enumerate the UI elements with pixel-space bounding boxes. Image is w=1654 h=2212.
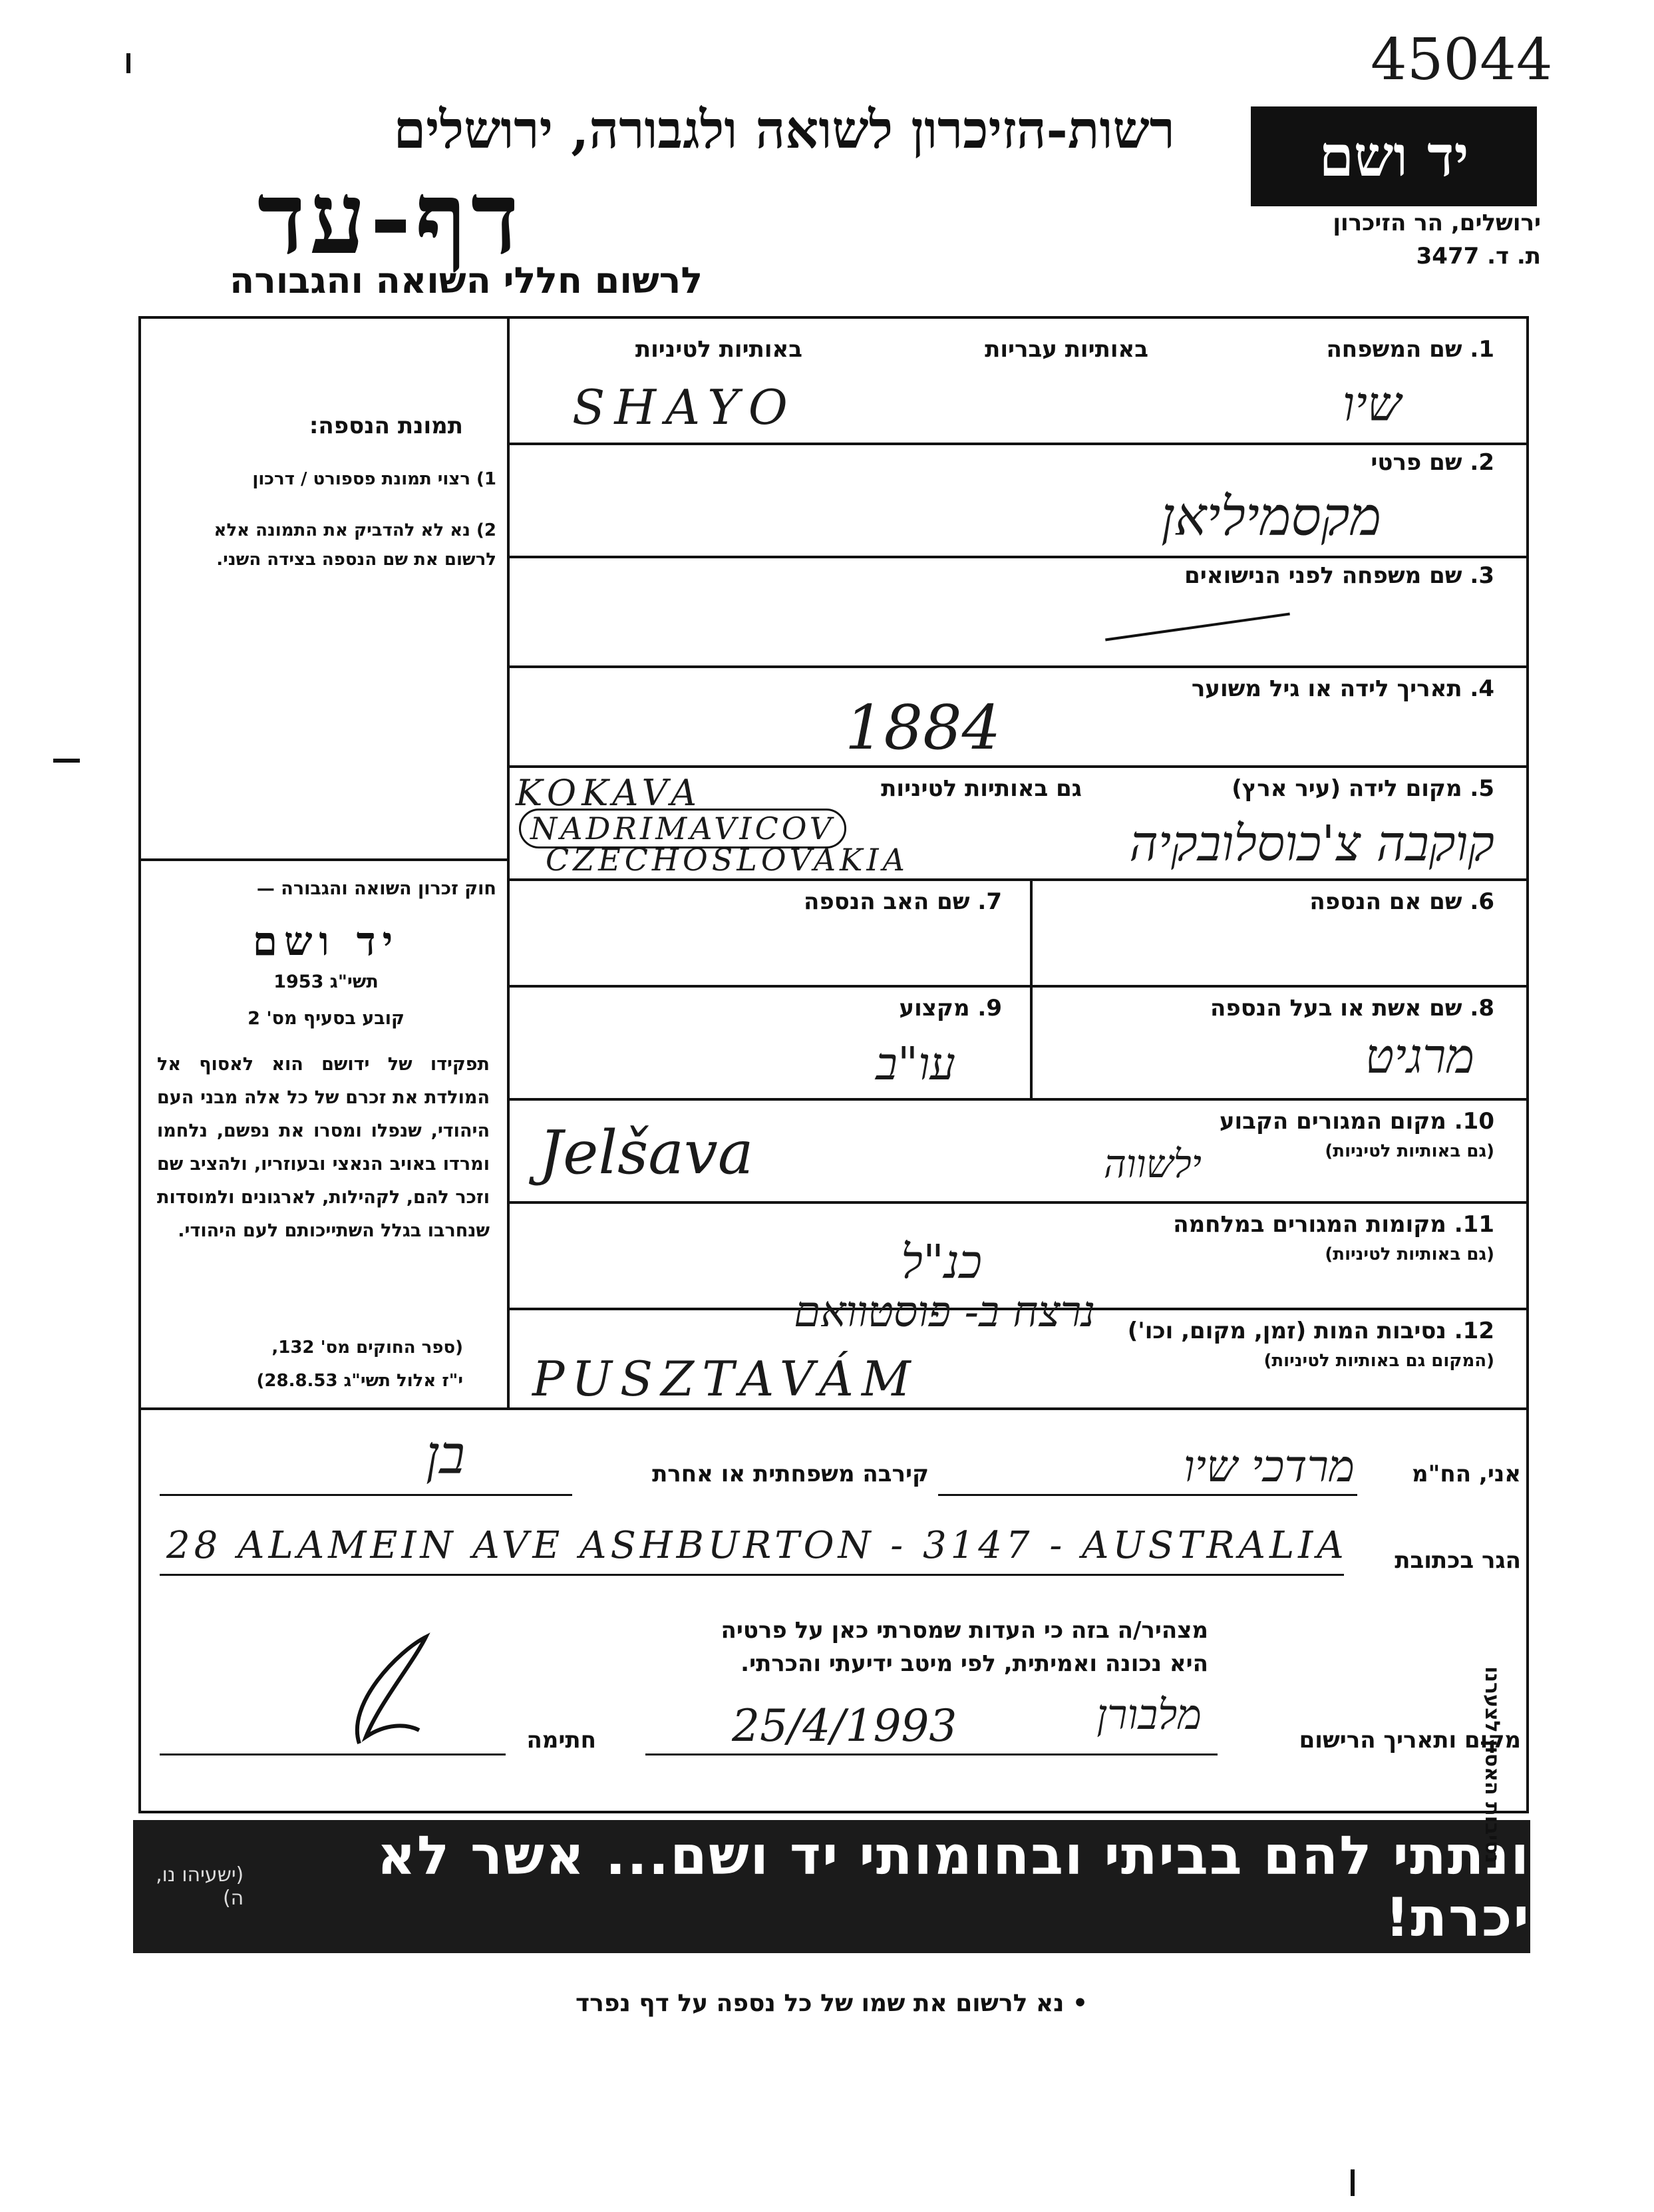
place-date-line <box>645 1753 1218 1755</box>
relation-line <box>160 1494 572 1496</box>
scan-speck <box>126 53 130 73</box>
declarant-relation-value[interactable]: בן <box>426 1424 465 1486</box>
row-line-1 <box>507 443 1529 445</box>
document-number: 45044 <box>1371 27 1553 93</box>
banner-source: (ישעיהו נו, ה) <box>156 1863 244 1910</box>
left-column-divider <box>507 316 510 1407</box>
field-5-value-latin2[interactable]: NADRIMAVICOV <box>519 809 846 848</box>
field-12-value-hebrew[interactable]: נרצח ב- פוסטוואם <box>794 1288 1095 1337</box>
row-line-7 <box>507 1098 1529 1101</box>
field-6-label: 6. שם אם הנספה <box>1309 888 1494 915</box>
photo-panel-item2: 2) נא לא להדביק את התמונה אלא לרשום את שם הנספה בצידה השני. <box>214 520 496 570</box>
field-4-value[interactable]: 1884 <box>845 692 1001 763</box>
field-5-value-latin1[interactable]: KOKAVA <box>516 772 702 814</box>
banner-text: ונתתי להם בביתי ובחומותי יד ושם... אשר לא יכרת! <box>377 1825 1530 1948</box>
yad-vashem-logo: יד ושם <box>1251 106 1537 206</box>
field-3-label: 3. שם משפחה לפני הנישואים <box>1184 562 1494 589</box>
field-5-value-hebrew[interactable]: קוקבה צ'כוסלובקיה <box>1129 815 1494 872</box>
field-10-value-latin[interactable]: Jelšava <box>539 1118 754 1188</box>
form-title: דף-עד <box>257 160 523 277</box>
side-note: נסיבות האסון לצערנו <box>1480 1666 1504 1863</box>
left-panel-separator <box>138 858 508 861</box>
footer-note: • נא לרשום את שמו של כל נספה על דף נפרד <box>575 1990 1088 2017</box>
row-line-5 <box>507 878 1529 881</box>
field-11-label: 11. מקומות המגורים במלחמה <box>1173 1211 1494 1238</box>
row-line-3 <box>507 665 1529 668</box>
law-heading: חוק זכרון השואה והגבורה — <box>256 878 496 899</box>
photo-panel-title: תמונת הנספה: <box>309 413 463 439</box>
field-10-hint: (גם באותיות לטיניות) <box>1325 1141 1494 1161</box>
field-10-label: 10. מקום המגורים הקבוע <box>1219 1108 1494 1135</box>
law-ref2: י"ז אלול תשי"ג 28.8.53) <box>256 1371 463 1391</box>
scan-speck <box>53 759 80 763</box>
field-8-value[interactable]: מרגיט <box>1365 1028 1474 1084</box>
field-1-hebrew-hint: באותיות עבריות <box>985 336 1148 363</box>
field-5-hint: גם באותיות לטיניות <box>881 775 1082 802</box>
field-11-value[interactable]: כנ"ל <box>901 1234 982 1289</box>
declarant-address-value[interactable]: 28 ALAMEIN AVE ASHBURTON - 3147 - AUSTRALIA <box>166 1524 1348 1567</box>
law-body: תפקידו של ידושם הוא לאסוף אל המולדת את זכרם של כל אלה מבני העם היהודי, שנפלו ומסרו את נפשם, נלחמו ומרדו באויב הנאצי ובעוזריו, ולהציב שם וזכר להם, לקהילות, לארגונים ולמוסדות שנחרבו בגלל השתייכותם לעם היהודי. <box>157 1054 490 1241</box>
authority-title: רשות-הזיכרון לשואה ולגבורה, ירושלים <box>393 100 1175 160</box>
field-1-label: 1. שם המשפחה <box>1326 336 1494 363</box>
field-11-hint: (גם באותיות לטיניות) <box>1325 1244 1494 1264</box>
field-2-value[interactable]: מקסמיליאן <box>1161 486 1381 548</box>
quote-banner <box>133 1820 1530 1953</box>
declarant-address-label: הגר בכתובת <box>1395 1547 1521 1574</box>
field-4-label: 4. תאריך לידה או גיל משוער <box>1191 675 1494 702</box>
field-12-hint: (המקום גם באותיות לטיניות) <box>1263 1351 1494 1371</box>
row-line-4 <box>507 765 1529 768</box>
declarant-relation-label: קירבה משפחתית או אחרת <box>652 1461 929 1487</box>
field-5-label: 5. מקום לידה (עיר ארץ) <box>1232 775 1494 802</box>
place-date-label: מקום ותאריך הרישום <box>1299 1727 1521 1753</box>
field-5-value-latin3[interactable]: CZECHOSLOVAKIA <box>546 842 909 878</box>
field-12-label: 12. נסיבות המות (זמן, מקום, וכו') <box>1127 1318 1494 1344</box>
law-clause: קובע בסעיף מס' 2 <box>248 1008 405 1029</box>
field-12-value-latin[interactable]: PUSZTAVÁM <box>532 1351 919 1407</box>
photo-panel-item1: 1) רצוי תמונת פספורט / דרכון <box>252 469 496 489</box>
law-name: יד ושם <box>252 918 400 965</box>
field-10-value-hebrew[interactable]: ילשווה <box>1103 1141 1202 1187</box>
address-line <box>160 1574 1344 1576</box>
declaration-line-1: מצהיר/ה בזה כי העדות שמסרתי כאן על פרטיה <box>721 1617 1208 1644</box>
declarant-name-value[interactable]: מרדכי שיו <box>1183 1441 1355 1492</box>
scan-speck <box>1351 2169 1355 2196</box>
field-2-label: 2. שם פרטי <box>1371 449 1494 476</box>
field-1-latin-hint: באותיות לטיניות <box>635 336 802 363</box>
field-1-value-hebrew[interactable]: שיו <box>1342 376 1401 432</box>
declarant-name-line <box>938 1494 1357 1496</box>
upper-section-bottom <box>138 1407 1529 1410</box>
row-line-8 <box>507 1201 1529 1204</box>
field-1-value-latin[interactable]: SHAYO <box>572 379 797 435</box>
law-year: תשי"ג 1953 <box>273 972 379 992</box>
field-9-label: 9. מקצוע <box>899 995 1002 1021</box>
signature-mark[interactable] <box>319 1624 452 1757</box>
mid-column-divider <box>1030 878 1033 1098</box>
field-7-label: 7. שם האב הנספה <box>804 888 1002 915</box>
declarant-i-label: אני, הח"מ <box>1412 1461 1521 1487</box>
signature-label: חתימה <box>526 1727 596 1753</box>
declaration-line-2: היא נכונה ואמיתית, לפי מיטב ידיעתי והכרתי. <box>741 1650 1208 1677</box>
law-ref1: (ספר החוקים מס' 132, <box>271 1338 463 1358</box>
date-value[interactable]: 25/4/1993 <box>732 1700 957 1751</box>
field-8-label: 8. שם אשת או בעל הנספה <box>1210 995 1494 1021</box>
field-9-value[interactable]: עו"ב <box>876 1038 955 1091</box>
header-address: ירושלים, הר הזיכרון <box>1333 210 1541 236</box>
form-subtitle: לרשום חללי השואה והגבורה <box>230 260 703 301</box>
place-value[interactable]: מלבורן <box>1096 1690 1202 1739</box>
header-po-box: ת. ד. 3477 <box>1416 243 1541 270</box>
row-line-2 <box>507 556 1529 558</box>
row-line-6 <box>507 985 1529 988</box>
